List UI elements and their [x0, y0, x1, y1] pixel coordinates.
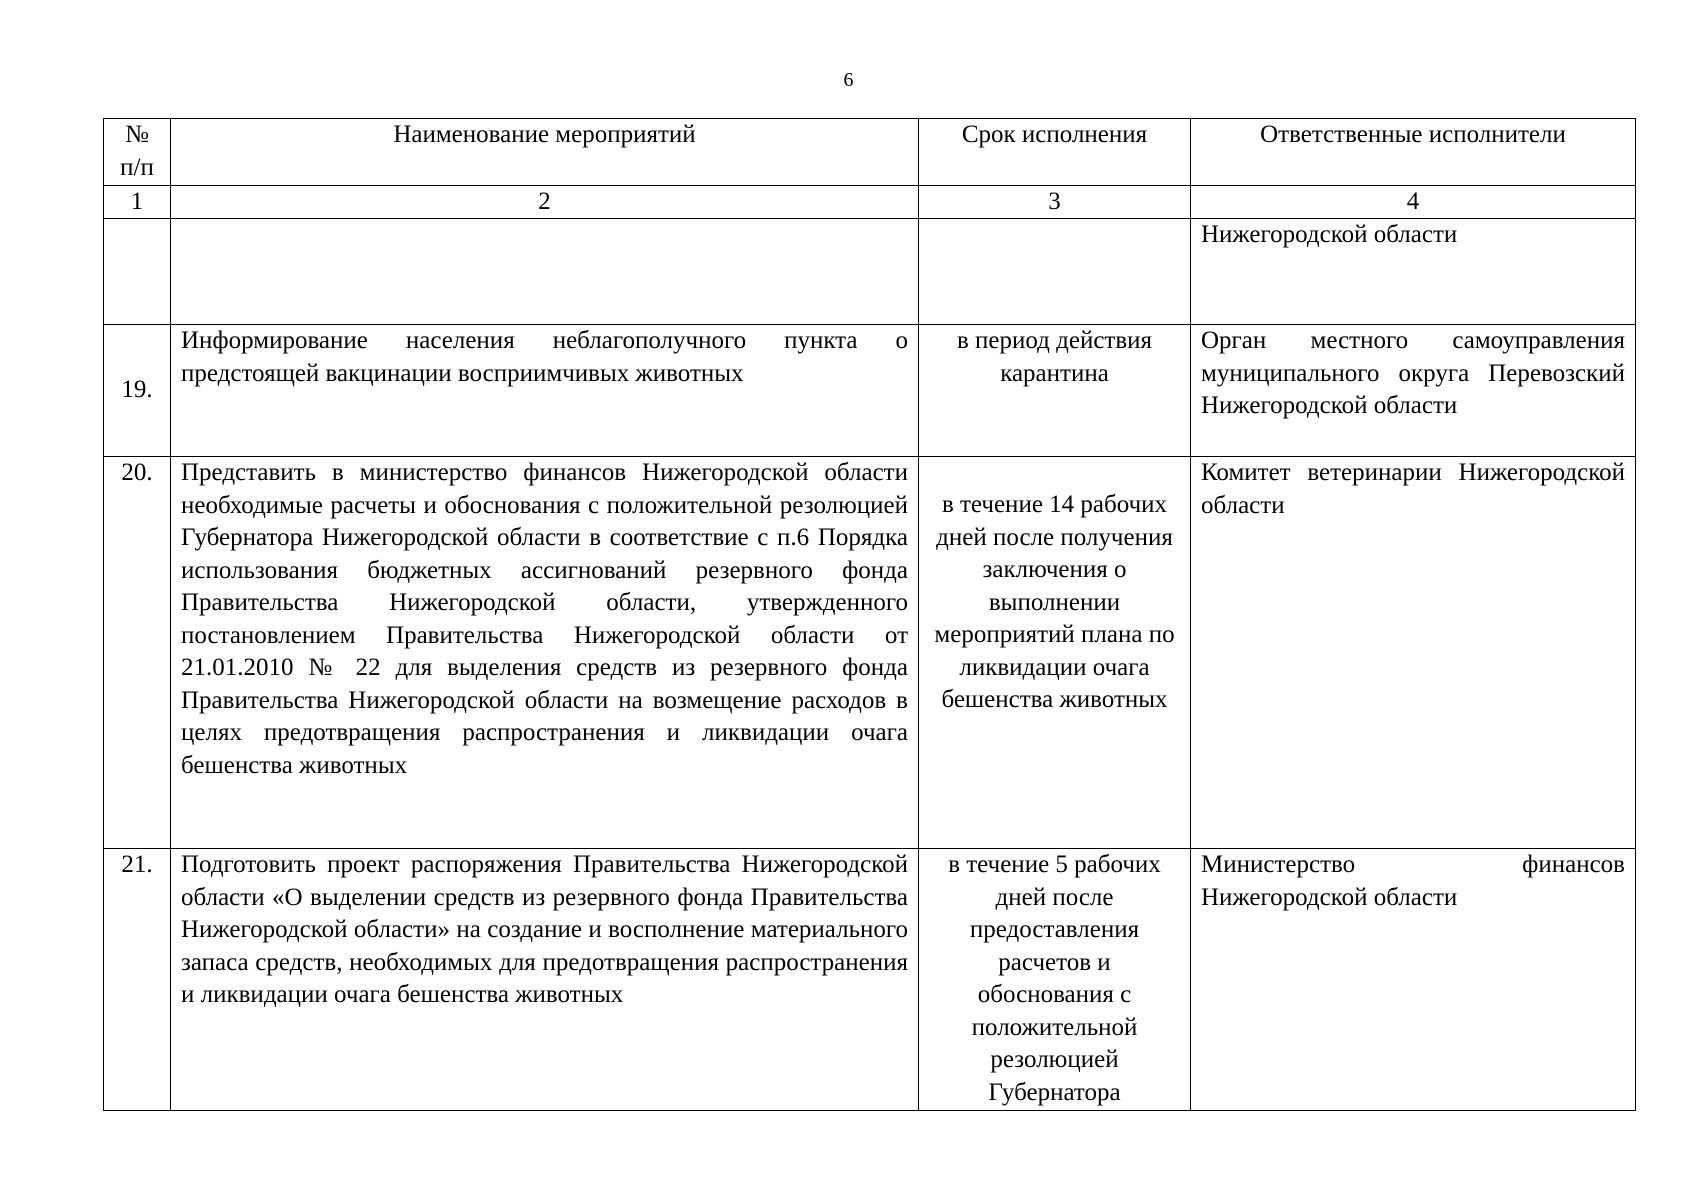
column-numbers-row [104, 186, 1636, 219]
table-row [104, 325, 1636, 457]
table-row [104, 457, 1636, 849]
column-number: 1 [104, 186, 171, 219]
row-number: 19. [104, 325, 171, 457]
row-deadline [919, 219, 1191, 325]
row-activity: Подготовить проект распоряжения Правительства Нижегородской области «О выделении средств из резервного фонда Правительства Нижегородской области» на создание и восполнение материального запаса средств, необходимых для предотвращения распространения и ликвидации очага бешенства животных [171, 849, 919, 1111]
row-deadline: в период действия карантина [919, 325, 1191, 457]
column-number: 2 [171, 186, 919, 219]
row-responsible: Орган местного самоуправления муниципального округа Перевозский Нижегородской области [1191, 325, 1636, 457]
column-number: 3 [919, 186, 1191, 219]
row-deadline: в течение 14 рабочих дней после получения заключения о выполнении мероприятий плана по ликвидации очага бешенства животных [919, 457, 1191, 849]
header-activity: Наименование мероприятий [171, 119, 919, 186]
row-responsible: Комитет ветеринарии Нижегородской области [1191, 457, 1636, 849]
row-number: 21. [104, 849, 171, 1111]
activities-table [103, 118, 1636, 1111]
table-row [104, 849, 1636, 1111]
header-number: № п/п [104, 119, 171, 186]
row-activity: Представить в министерство финансов Нижегородской области необходимые расчеты и обоснования с положительной резолюцией Губернатора Нижегородской области в соответствие с п.6 Порядка использования бюджетных ассигнований резервного фонда Правительства Нижегородской области, утвержденного постановлением Правительства Нижегородской области от 21.01.2010 № 22 для выделения средств из резервного фонда Правительства Нижегородской области на возмещение расходов в целях предотвращения распространения и ликвидации очага бешенства животных [171, 457, 919, 849]
table-header-row [104, 119, 1636, 186]
page-number: 6 [843, 69, 854, 91]
row-number [104, 219, 171, 325]
row-activity: Информирование населения неблагополучного пункта о предстоящей вакцинации восприимчивых животных [171, 325, 919, 457]
row-deadline: в течение 5 рабочих дней после предоставления расчетов и обоснования с положительной резолюцией Губернатора [919, 849, 1191, 1111]
row-activity [171, 219, 919, 325]
header-responsible: Ответственные исполнители [1191, 119, 1636, 186]
header-deadline: Срок исполнения [919, 119, 1191, 186]
row-number: 20. [104, 457, 171, 849]
row-responsible: Нижегородской области [1191, 219, 1636, 325]
column-number: 4 [1191, 186, 1636, 219]
table-row [104, 219, 1636, 325]
row-responsible: Министерство финансов Нижегородской области [1191, 849, 1636, 1111]
